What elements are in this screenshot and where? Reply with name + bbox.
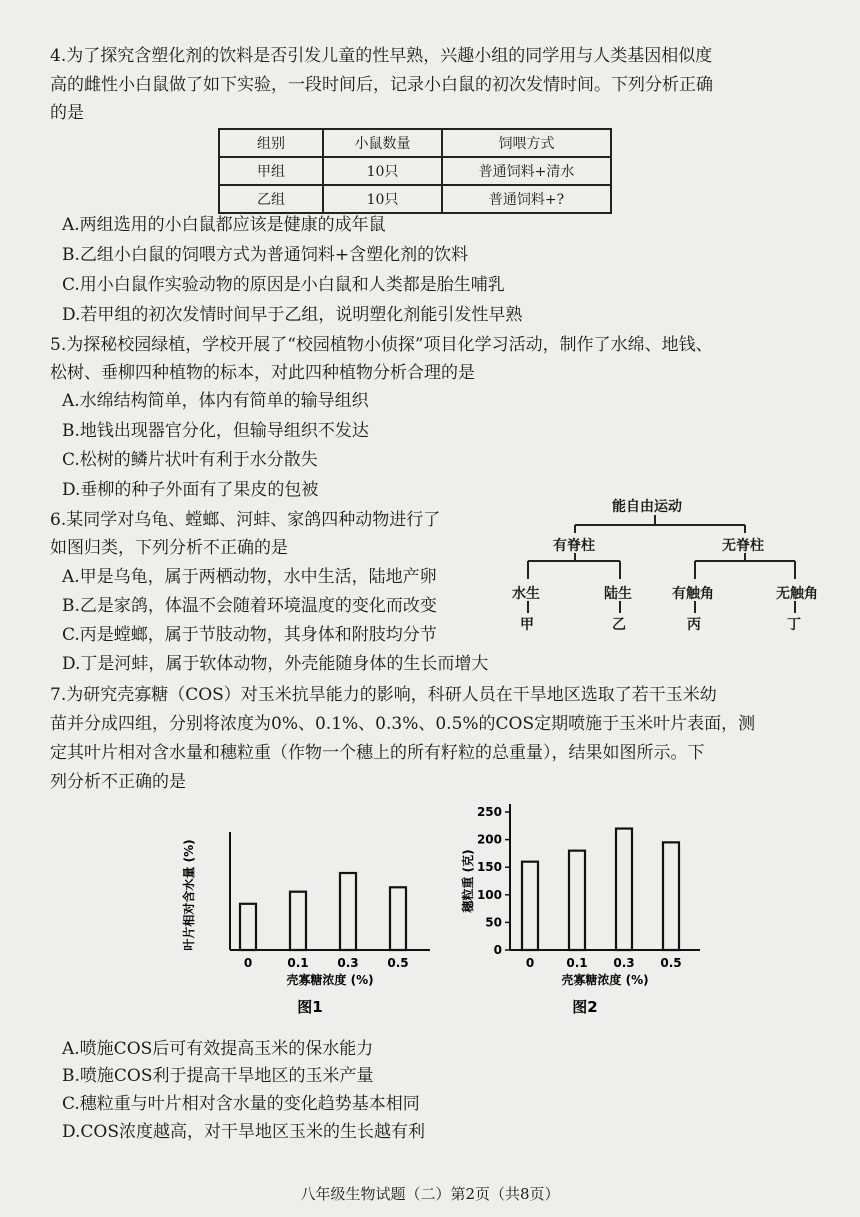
table-header-cell: 小鼠数量	[323, 129, 442, 157]
x-axis-label: 壳寡糖浓度 (%)	[286, 973, 374, 987]
y-tick-label: 0	[493, 943, 502, 957]
table-row	[219, 185, 611, 213]
y-axis-label: 叶片相对含水量 (%)	[182, 839, 196, 951]
chart-bar	[616, 829, 632, 950]
q6-option-b: B.乙是家鸽，体温不会随着环境温度的变化而改变	[62, 596, 437, 616]
q7-option-b: B.喷施COS利于提高干旱地区的玉米产量	[62, 1066, 374, 1086]
q7-stem-line-4: 列分析不正确的是	[50, 772, 186, 792]
y-tick-label: 100	[476, 887, 502, 902]
x-tick-label: 0	[525, 956, 535, 970]
x-tick-label: 0.5	[660, 956, 682, 970]
table-header-cell: 饲喂方式	[442, 129, 611, 157]
x-tick-label: 0	[243, 956, 253, 970]
table-cell: 10只	[323, 157, 442, 185]
chart-bar	[569, 851, 585, 950]
chart-bar	[290, 892, 306, 950]
tree-node-no-antennae: 无触角	[776, 586, 818, 602]
y-tick-label: 250	[476, 805, 502, 819]
figure-caption: 图2	[572, 998, 598, 1016]
q4-option-c: C.用小白鼠作实验动物的原因是小白鼠和人类都是胎生哺乳	[62, 275, 505, 295]
chart-bar	[240, 904, 256, 950]
q5-stem-line-2: 松树、垂柳四种植物的标本，对此四种植物分析合理的是	[50, 363, 475, 383]
q5-option-c: C.松树的鳞片状叶有利于水分散失	[62, 450, 318, 470]
table-cell: 普通饲料+?	[442, 185, 611, 213]
q7-stem-line-3: 定其叶片相对含水量和穗粒重（作物一个穗上的所有籽粒的总重量），结果如图所示。下	[50, 743, 705, 763]
q4-option-a: A.两组选用的小白鼠都应该是健康的成年鼠	[62, 215, 386, 235]
chart-leaf-water-content	[175, 800, 475, 1040]
q7-stem-line-2: 苗并分成四组，分别将浓度为0%、0.1%、0.3%、0.5%的COS定期喷施于玉米叶片表面，测	[50, 714, 756, 734]
q4-stem-line-3: 的是	[50, 103, 84, 123]
x-tick-label: 0.3	[613, 956, 635, 970]
q5-stem-line-1: 5.为探秘校园绿植，学校开展了“校园植物小侦探”项目化学习活动，制作了水绵、地钱、	[50, 335, 713, 355]
q4-option-b: B.乙组小白鼠的饲喂方式为普通饲料+含塑化剂的饮料	[62, 245, 469, 265]
tree-node-antennae: 有触角	[672, 586, 714, 602]
chart-bar	[390, 887, 406, 950]
q6-option-a: A.甲是乌龟，属于两栖动物，水中生活，陆地产卵	[62, 567, 437, 587]
q6-stem-line-1: 6.某同学对乌龟、螳螂、河蚌、家鸽四种动物进行了	[50, 510, 441, 530]
tree-leaf-bing: 丙	[687, 617, 701, 633]
q6-option-c: C.丙是螳螂，属于节肢动物，其身体和附肢均分节	[62, 625, 437, 645]
y-tick-label: 150	[476, 860, 502, 875]
tree-leaf-yi: 乙	[612, 617, 626, 633]
tree-node-invertebrate: 无脊柱	[722, 538, 764, 554]
q5-option-b: B.地钱出现器官分化，但输导组织不发达	[62, 421, 369, 441]
q5-option-a: A.水绵结构简单，体内有简单的输导组织	[62, 391, 369, 411]
q7-option-c: C.穗粒重与叶片相对含水量的变化趋势基本相同	[62, 1094, 420, 1114]
q4-option-d: D.若甲组的初次发情时间早于乙组，说明塑化剂能引发性早熟	[62, 305, 523, 325]
tree-leaf-jia: 甲	[520, 617, 534, 633]
page-footer: 八年级生物试题（二）第2页（共8页）	[300, 1185, 560, 1203]
table-row	[219, 129, 611, 157]
q4-stem-line-1: 4.为了探究含塑化剂的饮料是否引发儿童的性早熟，兴趣小组的同学用与人类基因相似度	[50, 46, 713, 66]
tree-node-vertebrate: 有脊柱	[553, 538, 595, 554]
tree-node-terrestrial: 陆生	[604, 586, 632, 602]
y-tick-label: 200	[476, 832, 502, 847]
q5-option-d: D.垂柳的种子外面有了果皮的包被	[62, 480, 319, 500]
q6-stem-line-2: 如图归类，下列分析不正确的是	[50, 538, 288, 558]
tree-node-aquatic: 水生	[512, 586, 540, 602]
y-tick-label: 50	[485, 915, 502, 930]
table-cell: 乙组	[219, 185, 323, 213]
tree-root-label: 能自由运动	[612, 499, 682, 515]
chart-bar	[663, 842, 679, 950]
x-axis-label: 壳寡糖浓度 (%)	[561, 973, 649, 987]
chart-kernel-weight	[460, 800, 730, 1040]
q7-stem-line-1: 7.为研究壳寡糖（COS）对玉米抗旱能力的影响，科研人员在干旱地区选取了若干玉米幼	[50, 685, 717, 705]
q7-option-d: D.COS浓度越高，对干旱地区玉米的生长越有利	[62, 1122, 426, 1142]
chart-bar	[340, 873, 356, 950]
tree-leaf-ding: 丁	[787, 617, 801, 633]
table-header-cell: 组别	[219, 129, 323, 157]
y-axis-label: 穗粒重 (克)	[461, 849, 475, 913]
table-cell: 普通饲料+清水	[442, 157, 611, 185]
q7-option-a: A.喷施COS后可有效提高玉米的保水能力	[62, 1039, 374, 1059]
table-row	[219, 157, 611, 185]
x-tick-label: 0.1	[566, 956, 588, 970]
q4-stem-line-2: 高的雌性小白鼠做了如下实验，一段时间后，记录小白鼠的初次发情时间。下列分析正确	[50, 75, 713, 95]
q6-option-d: D.丁是河蚌，属于软体动物，外壳能随身体的生长而增大	[62, 654, 489, 674]
figure-caption: 图1	[297, 998, 323, 1016]
q4-table	[218, 128, 612, 214]
x-tick-label: 0.3	[337, 956, 359, 970]
table-cell: 甲组	[219, 157, 323, 185]
table-cell: 10只	[323, 185, 442, 213]
x-tick-label: 0.1	[287, 956, 309, 970]
x-tick-label: 0.5	[387, 956, 409, 970]
chart-bar	[522, 862, 538, 950]
